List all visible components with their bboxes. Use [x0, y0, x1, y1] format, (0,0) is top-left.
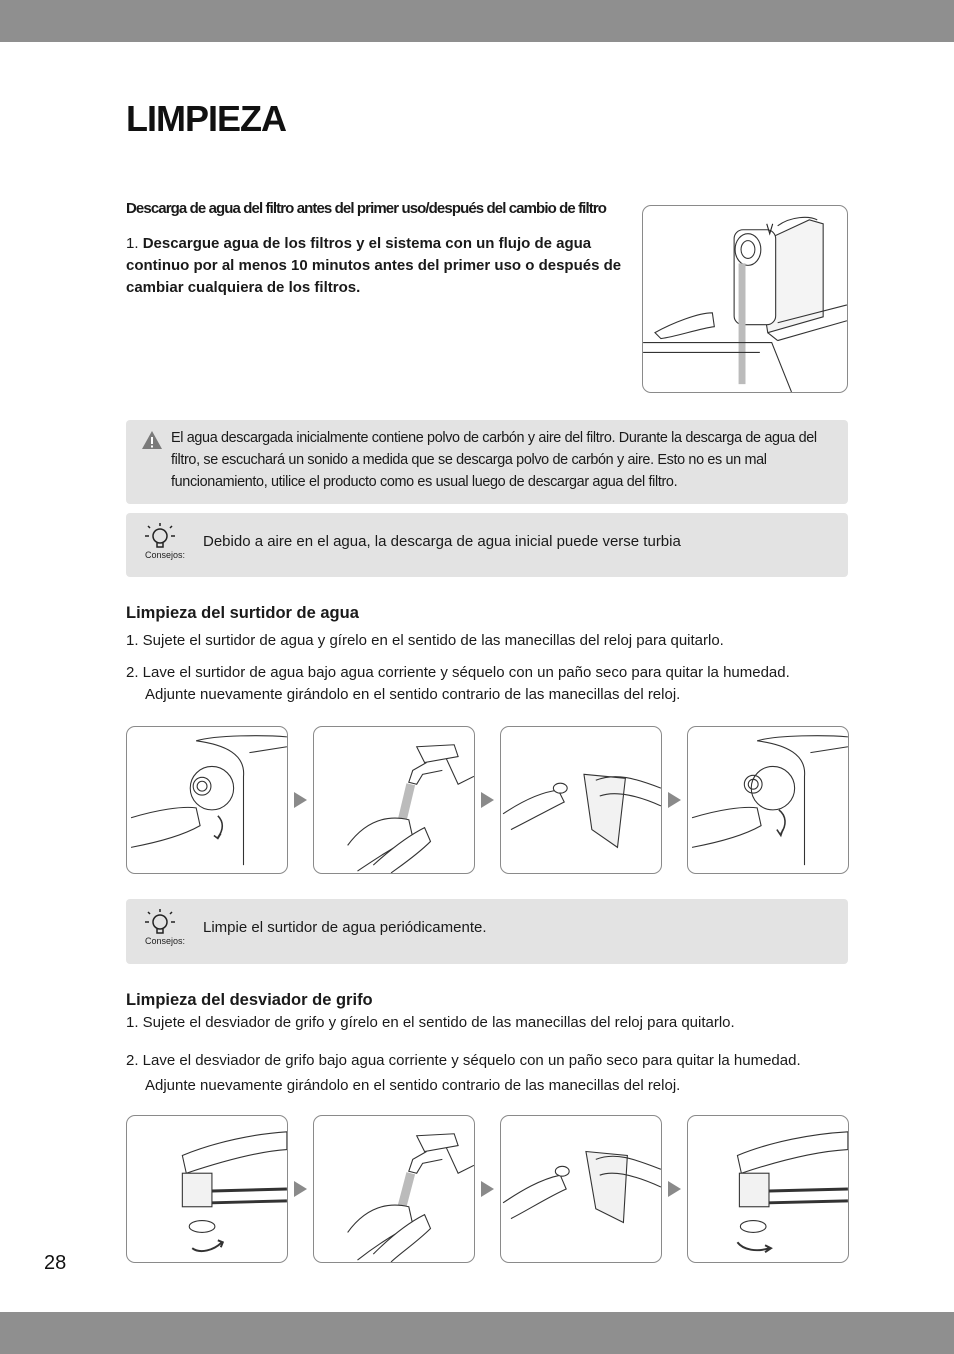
spout-illustration-rinse: [313, 726, 475, 874]
warning-icon: [141, 430, 163, 450]
tip-text: Debido a aire en el agua, la descarga de agua inicial puede verse turbia: [203, 533, 681, 550]
flush-step-text: Descargue agua de los filtros y el sistema con un flujo de agua continuo por al menos 10 minutos antes del primer uso o después de cambiar cualquiera de los filtros.: [126, 235, 622, 296]
warning-note: [126, 420, 848, 504]
flush-step: [126, 233, 626, 299]
tip-note-1: [126, 513, 848, 577]
diverter-step-2: 2. Lave el desviador de grifo bajo agua corriente y séquelo con un paño seco para quitar la humedad.: [126, 1052, 801, 1069]
spout-step-1: 1. Sujete el surtidor de agua y gírelo en el sentido de las manecillas del reloj para quitarlo.: [126, 632, 724, 649]
step-arrow: [294, 1181, 307, 1197]
tip-label: Consejos:: [145, 550, 186, 560]
lightbulb-icon: [142, 521, 178, 551]
section-title-diverter: Limpieza del desviador de grifo: [126, 991, 373, 1009]
tip-note-2: [126, 899, 848, 964]
section-title-flush: Descarga de agua del filtro antes del primer uso/después del cambio de filtro: [126, 200, 607, 217]
tip-text: Limpie el surtidor de agua periódicamente.: [203, 919, 487, 936]
step-arrow: [668, 1181, 681, 1197]
step-arrow: [481, 1181, 494, 1197]
diverter-illustration-rinse: [313, 1115, 475, 1263]
flush-illustration: [642, 205, 848, 393]
warning-text: El agua descargada inicialmente contiene polvo de carbón y aire del filtro. Durante la descarga de agua del filtro, se escuchará un sonido a medida que se descarga polvo de carbón y aire. Esto no es un mal funcionamiento, utilice el producto como es usual luego de descargar agua del filtro.: [171, 430, 817, 490]
diverter-illustration-attach: [687, 1115, 849, 1263]
page-title: LIMPIEZA: [126, 98, 286, 139]
spout-illustration-remove: [126, 726, 288, 874]
diverter-step-2-continued: Adjunte nuevamente girándolo en el sentido contrario de las manecillas del reloj.: [145, 1077, 681, 1094]
lightbulb-icon: [142, 907, 178, 937]
spout-illustration-attach: [687, 726, 849, 874]
diverter-illustration-remove: [126, 1115, 288, 1263]
step-arrow: [294, 792, 307, 808]
page-number: 28: [44, 1252, 67, 1274]
tip-label: Consejos:: [145, 936, 186, 946]
spout-step-2: 2. Lave el surtidor de agua bajo agua corriente y séquelo con un paño seco para quitar la humedad.: [126, 664, 790, 681]
flush-step-number: 1.: [126, 235, 139, 252]
footer-bar: [0, 1312, 954, 1354]
step-arrow: [668, 792, 681, 808]
header-bar: [0, 0, 954, 42]
spout-step-2-continued: Adjunte nuevamente girándolo en el sentido contrario de las manecillas del reloj.: [145, 686, 681, 703]
diverter-step-1: 1. Sujete el desviador de grifo y gírelo en el sentido de las manecillas del reloj para quitarlo.: [126, 1014, 735, 1031]
step-arrow: [481, 792, 494, 808]
diverter-illustration-dry: [500, 1115, 662, 1263]
spout-illustration-dry: [500, 726, 662, 874]
section-title-spout: Limpieza del surtidor de agua: [126, 604, 359, 622]
